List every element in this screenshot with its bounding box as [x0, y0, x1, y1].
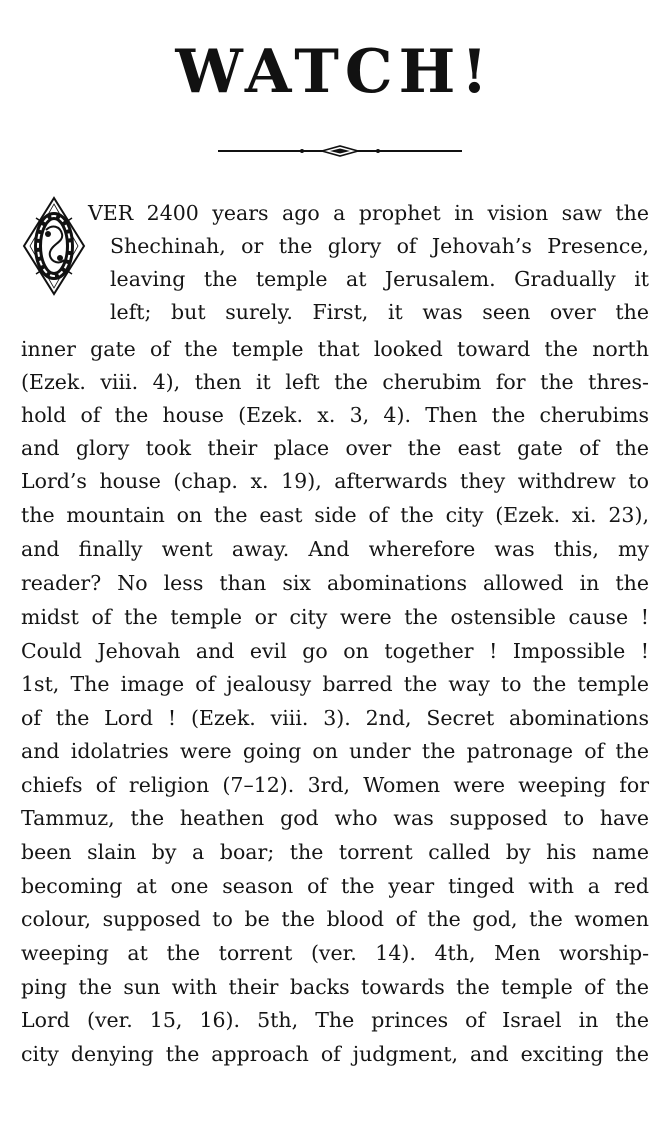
text-line-18: chiefs of religion (7–12). 3rd, Women were weeping for [21, 773, 649, 797]
text-line-3: leaving the temple at Jerusalem. Gradually it [110, 267, 649, 291]
text-line-1: VER 2400 years ago a prophet in vision saw the [88, 201, 649, 225]
text-line-15: 1st, The image of jealousy barred the way to the temple [21, 672, 649, 696]
text-line-14: Could Jehovah and evil go on together ! Impossible ! [21, 639, 649, 663]
text-line-17: and idolatries were going on under the patronage of the [21, 739, 649, 763]
ornamental-rule [218, 143, 462, 159]
text-line-12: reader? No less than six abominations allowed in the [21, 571, 649, 595]
text-line-24: ping the sun with their backs towards the temple of the [21, 975, 649, 999]
text-line-2: Shechinah, or the glory of Jehovah’s Presence, [110, 234, 649, 258]
text-line-11: and finally went away. And wherefore was this, my [21, 537, 649, 561]
text-line-25: Lord (ver. 15, 16). 5th, The princes of Israel in the [21, 1008, 649, 1032]
text-line-13: midst of the temple or city were the ostensible cause ! [21, 605, 649, 629]
text-line-16: of the Lord ! (Ezek. viii. 3). 2nd, Secret abominations [21, 706, 649, 730]
text-line-8: and glory took their place over the east gate of the [21, 436, 649, 460]
decorative-initial-o [22, 196, 86, 296]
text-line-22: colour, supposed to be the blood of the god, the women [21, 907, 649, 931]
text-line-10: the mountain on the east side of the city (Ezek. xi. 23), [21, 503, 649, 527]
text-line-4: left; but surely. First, it was seen over the [110, 300, 649, 324]
text-line-9: Lord’s house (chap. x. 19), afterwards they withdrew to [21, 469, 649, 493]
text-line-21: becoming at one season of the year tinged with a red [21, 874, 649, 898]
text-line-23: weeping at the torrent (ver. 14). 4th, Men worship- [21, 941, 649, 965]
text-line-6: (Ezek. viii. 4), then it left the cherubim for the thres- [21, 370, 649, 394]
text-line-26: city denying the approach of judgment, and exciting the [21, 1042, 649, 1066]
text-line-7: hold of the house (Ezek. x. 3, 4). Then the cherubims [21, 403, 649, 427]
text-line-19: Tammuz, the heathen god who was supposed to have [21, 806, 649, 830]
text-line-20: been slain by a boar; the torrent called by his name [21, 840, 649, 864]
text-line-5: inner gate of the temple that looked toward the north [21, 337, 649, 361]
page-title: WATCH! [175, 37, 494, 107]
